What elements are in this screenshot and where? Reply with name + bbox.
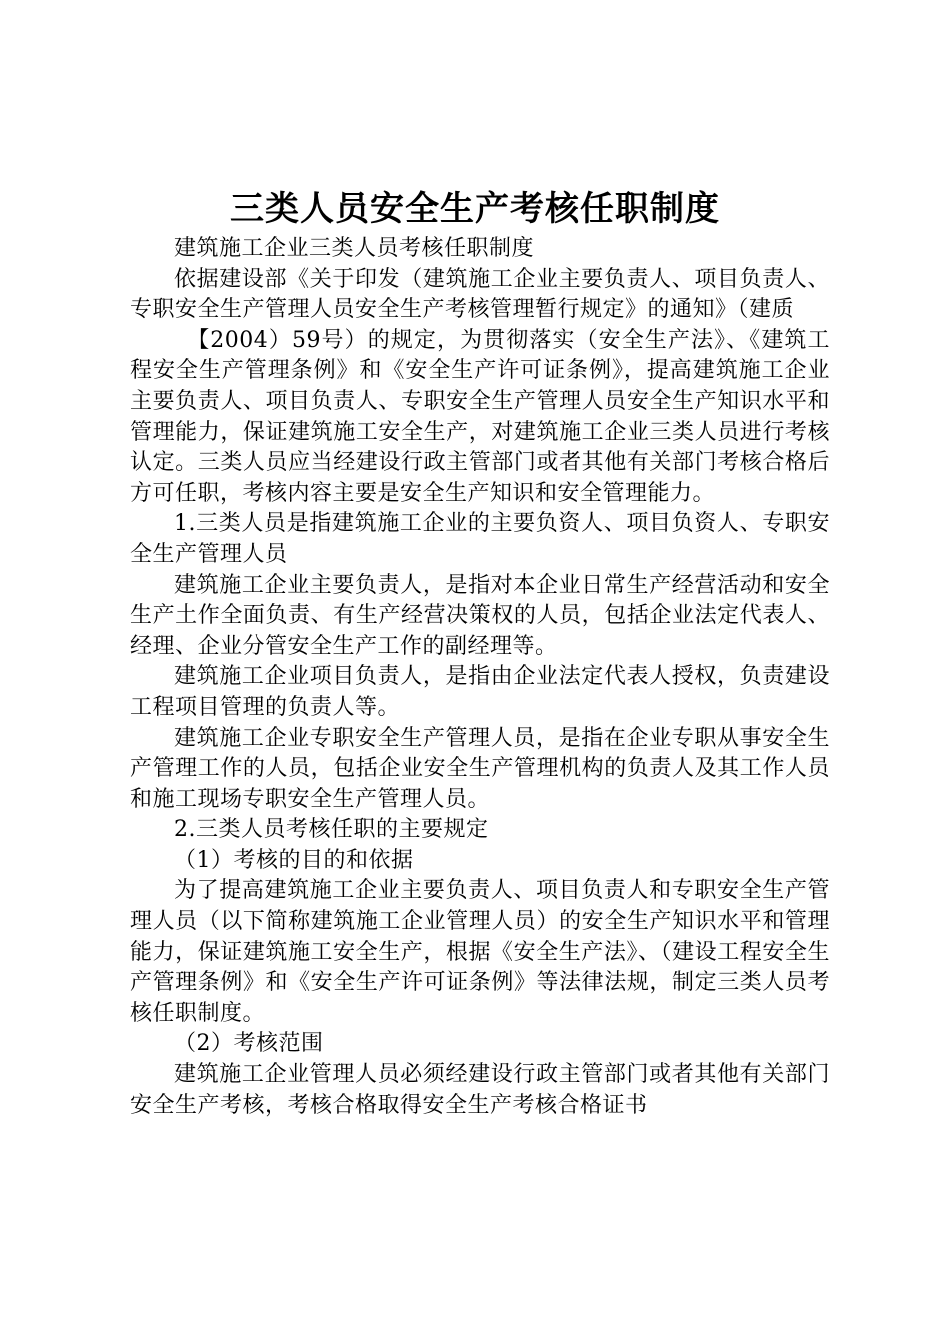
paragraph-subsection-1: （1）考核的目的和依据 [174,847,414,873]
paragraph-project-responsible: 建筑施工企业项目负责人，是指由企业法定代表人授权，负责建设工程项目管理的负责人等。 [130,664,830,720]
paragraph-section-2: 2.三类人员考核任职的主要规定 [174,817,489,843]
paragraph-section-1: 1.三类人员是指建筑施工企业的主要负资人、项目负资人、专职安全生产管理人员 [130,511,830,567]
paragraph-safety-manager: 建筑施工企业专职安全生产管理人员，是指在企业专职从事安全生产管理工作的人员，包括企业安全生产管理机构的负责人及其工作人员和施工现场专职安全生产管理人员。 [130,725,830,812]
paragraph-basis: 依据建设部《关于印发（建筑施工企业主要负责人、项目负责人、专职安全生产管理人员安全生产考核管理暂行规定》的通知》（建质 [130,266,830,323]
paragraph-scope: 建筑施工企业管理人员必须经建设行政主管部门或者其他有关部门安全生产考核，考核合格取得安全生产考核合格证书 [130,1062,830,1118]
document-body [130,234,830,1121]
document-title: 三类人员安全生产考核任职制度 [230,189,720,229]
paragraph-purpose: 为了提高建筑施工企业主要负责人、项目负责人和专职安全生产管理人员（以下简称建筑施工企业管理人员）的安全生产知识水平和管理能力，保证建筑施工安全生产，根据《安全生产法》、（建设工程安全生产管理条例》和《安全生产许可证条例》等法律法规，制定三类人员考核任职制度。 [130,878,830,1026]
paragraph-subtitle: 建筑施工企业三类人员考核任职制度 [174,236,535,261]
paragraph-subsection-2: （2）考核范围 [174,1031,324,1057]
paragraph-main-responsible: 建筑施工企业主要负责人，是指对本企业日常生产经营活动和安全生产土作全面负责、有生产经营决策权的人员，包括企业法定代表人、经理、企业分管安全生产工作的副经理等。 [130,572,830,659]
paragraph-regulation: 【2004）59号）的规定，为贯彻落实（安全生产法》、《建筑工程安全生产管理条例》和《安全生产许可证条例》，提高建筑施工企业主要负责人、项目负责人、专职安全生产管理人员安全生产知识水平和管理能力，保证建筑施工安全生产，对建筑施工企业三类人员进行考核认定。三类人员应当经建设行政主管部门或者其他有关部门考核合格后方可任职，考核内容主要是安全生产知识和安全管理能力。 [130,327,830,506]
